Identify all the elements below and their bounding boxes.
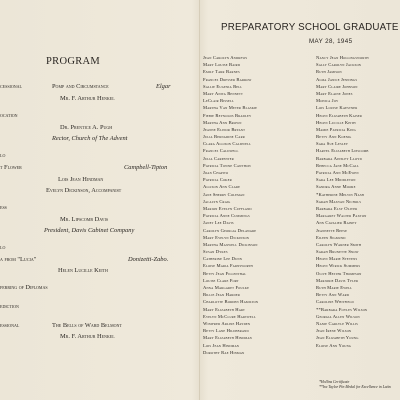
program-order: [0, 83, 199, 344]
graduate-name: Nanie Carlyle Willis: [316, 320, 358, 326]
graduate-name: Mary Elaine Jones: [316, 90, 353, 96]
program-line: [0, 284, 199, 295]
graduate-name: Anna Margaret Foulke: [203, 285, 250, 290]
footnotes: [319, 380, 391, 390]
program-text: lo: [0, 244, 6, 251]
graduate-name: Helen Marie Stevens: [316, 256, 358, 262]
program-text: Mr. F. Arthur Henkel: [60, 333, 115, 340]
program-text: Helen Lucille Keith: [58, 267, 108, 274]
program-line: [0, 204, 199, 215]
program-line: [0, 176, 199, 187]
graduates-column-2: [316, 54, 369, 349]
program-text: Elgar: [156, 83, 171, 90]
program-text: ocation: [0, 112, 18, 119]
program-line: [0, 256, 199, 267]
graduate-name: Julia Carpenter: [203, 155, 234, 161]
graduate-name: Sara Lee Middleton: [316, 177, 356, 183]
program-line: [0, 152, 199, 163]
graduate-name: Allison Ann Clare: [203, 184, 241, 190]
graduate-name: Carolyn Warner Smith: [316, 241, 362, 247]
graduate-name: Nancy Jean Hollingsworth: [316, 55, 369, 60]
graduate-name: Mary Louise Baird: [203, 62, 241, 68]
graduate-name: Martha Ann Brown: [203, 119, 242, 125]
program-line: [0, 267, 199, 278]
graduates-heading: PREPARATORY SCHOOL GRADUATE: [221, 22, 399, 33]
graduation-date: MAY 28, 1945: [309, 38, 353, 45]
graduate-name: Emily Tarr Barnes: [203, 69, 240, 75]
graduate-name: Ann Cavalier Rainey: [316, 220, 357, 226]
program-title: PROGRAM: [46, 56, 101, 67]
program-line: [0, 164, 199, 175]
graduate-name: Jeanne Elinor Bryant: [203, 126, 246, 132]
graduate-name: Jean Irene Wilson: [316, 328, 352, 334]
graduate-name: Frances Dresser Barrow: [203, 76, 252, 82]
program-text: Donizetti-Zabo.: [128, 256, 169, 263]
program-page: [0, 0, 199, 400]
program-text: Campbell-Tipton: [124, 164, 168, 171]
graduate-name: Martha Van Meter Blaskie: [203, 105, 258, 111]
program-text: Mr. Lipscomb Davis: [60, 216, 109, 223]
program-text: Lois Jean Hindman: [58, 176, 104, 183]
graduate-name: Sandra Anne Moore: [316, 184, 356, 190]
program-line: [0, 333, 199, 344]
program-text: lo: [0, 152, 6, 159]
graduate-name: Rebecca Jane McCall: [316, 162, 359, 168]
program-text: Dr. Prentice A. Pugh: [60, 124, 113, 131]
program-line: [0, 124, 199, 135]
graduate-name: Carolyn Georgia Delaware: [203, 227, 257, 233]
graduate-name: Julia Bernadine Carr: [203, 134, 245, 140]
graduate-name: Helen Lucille Keith: [316, 119, 356, 125]
program-text: a from "Lucia": [0, 256, 37, 263]
graduate-name: Jeannette Reese: [316, 227, 348, 233]
graduate-name: LeClair Bissell: [203, 98, 234, 104]
graduate-name: Mamie Patricia King: [316, 126, 356, 132]
graduate-name: Patricia Ann McEwen: [316, 170, 359, 175]
graduate-name: Martha Maxwell Dickinson: [203, 241, 258, 247]
graduate-name: Mary Elizabeth Hindman: [203, 335, 252, 341]
graduate-name: Barbara Ainsley Lloyd: [316, 155, 362, 161]
graduate-name: Marjorie Davis Tyler: [316, 277, 359, 283]
program-line: [0, 322, 199, 333]
graduate-name: Eileen Sigmund: [316, 234, 346, 240]
program-line: [0, 112, 199, 123]
program-text: Rector, Church of The Advent: [52, 135, 128, 142]
graduate-name: Eloise Maria Farnsworth: [203, 263, 253, 269]
graduate-name: Lois Louise Kaestner: [316, 105, 358, 111]
graduate-name: Patricia Coker: [203, 177, 232, 183]
graduate-name: Sally Carolyn Jackson: [316, 62, 362, 68]
program-line: [0, 227, 199, 238]
graduate-name: Louise Clare Fort: [203, 277, 239, 283]
program-text: President, Davis Cabinet Company: [44, 227, 135, 234]
program-text: Evelyn Dickinson, Accompanist: [46, 187, 122, 194]
graduate-name: Betty Lane Hildebrand: [203, 328, 249, 334]
graduate-name: Monica Joy: [316, 98, 339, 104]
graduate-name: Frances Caldwell: [203, 148, 239, 154]
graduate-name: Mary Anita Bennett: [203, 90, 243, 96]
program-text: t Flower: [0, 164, 22, 171]
program-line: [0, 303, 199, 314]
graduate-name: Mary Evelyn Dickinson: [203, 234, 250, 240]
graduate-name: Mary Elizabeth Hart: [203, 306, 246, 312]
graduate-name: Sallie Eugenia Bell: [203, 83, 243, 89]
program-text: ediction: [0, 303, 19, 310]
graduate-name: Catherine Lee Dunn: [203, 256, 243, 262]
graduate-name: Betty Ann Koenig: [316, 134, 352, 140]
program-text: The Bells of Ward Belmont: [52, 322, 122, 329]
graduate-name: Janet Lee Davis: [203, 220, 234, 226]
graduate-name: Betty Jean Fillenthal: [203, 270, 247, 276]
graduate-name: Winifred Arline Hayden: [203, 320, 251, 326]
graduate-name: Olive Hester Thompson: [316, 270, 362, 276]
graduates-page: [201, 0, 400, 400]
graduates-column-1: [203, 54, 258, 356]
graduate-name: Dorothy Rae Hinman: [203, 349, 245, 355]
graduate-name: Clara Allison Caldwell: [203, 141, 252, 147]
graduate-name: Patricia Anne Cummings: [203, 213, 250, 219]
graduate-name: Jacalyn Craig: [203, 198, 231, 204]
graduate-name: Evelyn McClure Hartwell: [203, 313, 256, 319]
graduate-name: Charlotte Borden Hamilton: [203, 299, 259, 305]
program-text: Pomp and Circumstance: [52, 83, 109, 90]
graduate-name: Ruth Marie Ewell: [316, 285, 353, 290]
graduate-name: *Katherine Melvin Nash: [316, 191, 365, 197]
graduate-name: Ruth Jamison: [316, 69, 342, 75]
graduate-name: Alma Janice Jennings: [316, 76, 358, 82]
graduate-name: Jean Elizabeth Young: [316, 335, 359, 341]
graduate-name: Billie Jean Harder: [203, 292, 240, 298]
graduate-name: Sarah Maxvan Nichols: [316, 198, 362, 204]
graduate-name: Jane Sherry Coleman: [203, 191, 245, 197]
graduate-name: Helen Elizabeth Kaiser: [316, 112, 363, 118]
graduate-name: Eloise Ann Young: [316, 342, 352, 348]
program-line: [0, 83, 199, 94]
program-text: Mr. F. Arthur Henkel: [60, 95, 115, 102]
footnote: *Hollins Certificate: [319, 380, 350, 384]
program-line: [0, 216, 199, 227]
program-text: cessional: [0, 83, 23, 90]
graduate-name: Betty Ann Ward: [316, 292, 350, 298]
program-line: [0, 187, 199, 198]
graduate-name: Georgia Allen Wilson: [316, 313, 360, 319]
graduate-name: Helen Wirick Summers: [316, 263, 361, 269]
graduate-name: Jean Carolyn Andrews: [203, 55, 248, 60]
graduate-name: Lois Jean Hindman: [203, 342, 240, 348]
graduate-name: Sara Sue Lesley: [316, 141, 349, 147]
graduate-name: Harvel Elizabeth Lipscomb: [316, 148, 369, 154]
program-line: [0, 135, 199, 146]
graduate-name: Patricia Towne Cawthon: [203, 162, 251, 168]
page-fold: [199, 0, 200, 400]
graduate-name: Joan Chapito: [203, 170, 229, 175]
footnote: **Ira Taylor Pin Medal for Excellence in Latin: [319, 385, 391, 389]
graduate-name: Sarah Brunette Snow: [316, 249, 359, 255]
graduate-name: Mary Claire Johnson: [316, 83, 358, 89]
program-text: ferring of Diplomas: [0, 284, 48, 291]
program-line: [0, 244, 199, 255]
graduate-name: Margaret Walter Paxton: [316, 213, 367, 219]
graduate-name: Susan Dykes: [203, 249, 228, 255]
graduate-name: Caroline Whitfield: [316, 299, 354, 305]
graduate-name: Fiebie Reynolds Bradley: [203, 112, 252, 118]
program-line: [0, 95, 199, 106]
program-text: ess: [0, 204, 7, 211]
program-text: essional: [0, 322, 20, 329]
graduate-name: Marion Evelyn Cuffland: [203, 205, 252, 211]
graduate-name: **Barbara Foyles Wilson: [316, 306, 368, 312]
graduate-name: Barbara Elsy Oliver: [316, 205, 358, 211]
